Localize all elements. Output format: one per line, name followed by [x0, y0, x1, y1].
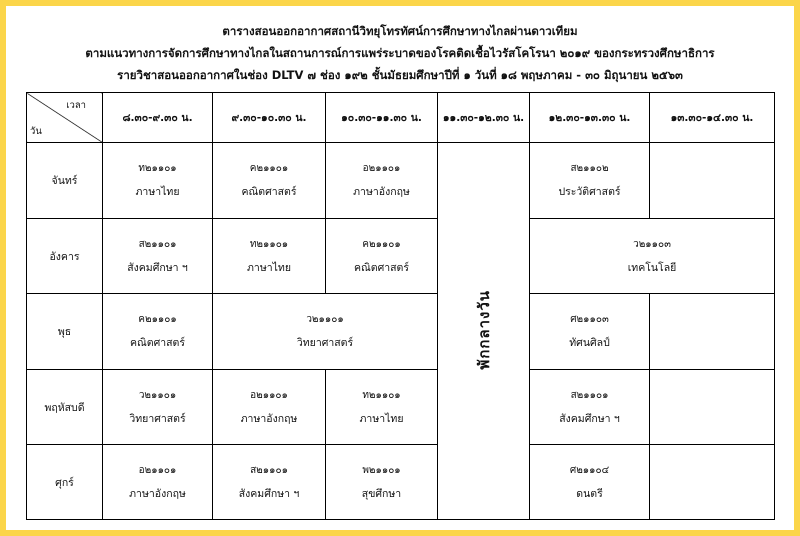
class-cell: [213, 294, 438, 370]
class-cell: [530, 143, 650, 219]
class-cell: [326, 445, 438, 520]
subject-code: อ๒๑๑๐๑: [250, 389, 288, 401]
class-cell: [213, 370, 326, 445]
empty-cell: [650, 143, 775, 219]
subject-name: สุขศึกษา: [361, 487, 402, 500]
subject-code: ส๒๑๑๐๒: [570, 163, 609, 174]
lunch-break-cell: [438, 143, 530, 520]
title-line-3: รายวิชาสอนออกอากาศในช่อง DLTV ๗ ช่อง ๑๙๒ ชั้นมัธยมศึกษาปีที่ ๑ วันที่ ๑๘ พฤษภาคม - ๓๐ มิถุนายน ๒๕๖๓: [117, 68, 683, 82]
subject-code: ส๒๑๑๐๑: [570, 389, 609, 401]
empty-cell: [650, 445, 775, 520]
day-row-tuesday: [27, 219, 775, 294]
subject-name: ภาษาอังกฤษ: [240, 412, 298, 425]
class-cell: [103, 143, 213, 219]
subject-code: ศ๒๑๑๐๔: [569, 464, 610, 476]
corner-cell: [27, 93, 103, 143]
empty-cell: [650, 370, 775, 445]
day-row-wednesday: [27, 294, 775, 370]
subject-name: ภาษาไทย: [359, 412, 404, 425]
subject-code: ค๒๑๑๐๑: [362, 238, 401, 250]
empty-cell: [650, 294, 775, 370]
subject-name: สังคมศึกษา ฯ: [559, 412, 620, 425]
subject-name: คณิตศาสตร์: [129, 337, 185, 349]
subject-name: วิทยาศาสตร์: [129, 412, 186, 425]
subject-name: ภาษาอังกฤษ: [129, 487, 186, 500]
time-slot-6: ๑๓.๓๐-๑๔.๓๐ น.: [650, 93, 775, 143]
class-cell: [213, 445, 326, 520]
subject-code: ท๒๑๑๐๑: [138, 163, 177, 174]
subject-name: เทคโนโลยี: [627, 261, 677, 274]
subject-code: ท๒๑๑๐๑: [362, 389, 401, 401]
subject-code: ส๒๑๑๐๑: [250, 464, 288, 476]
subject-name: ดนตรี: [576, 487, 603, 500]
subject-name: ทัศนศิลป์: [569, 337, 610, 349]
subject-name: คณิตศาสตร์: [241, 186, 297, 198]
day-row-thursday: [27, 370, 775, 445]
class-cell: [530, 445, 650, 520]
subject-code: อ๒๑๑๐๑: [362, 163, 401, 174]
time-slot-3: ๑๐.๓๐-๑๑.๓๐ น.: [326, 93, 438, 143]
subject-name: ภาษาอังกฤษ: [353, 186, 410, 198]
subject-code: ศ๒๑๑๐๓: [570, 314, 609, 325]
title-line-2: ตามแนวทางการจัดการศึกษาทางไกลในสถานการณ์การแพร่ระบาดของโรคติดเชื้อไวรัสโคโรนา ๒๐๑๙ ของกระทรวงศึกษาธิการ: [85, 46, 715, 60]
class-cell: [326, 370, 438, 445]
day-row-friday: [27, 445, 775, 520]
subject-code: ว๒๑๑๐๓: [633, 238, 671, 250]
class-cell: [530, 370, 650, 445]
corner-time-label: เวลา: [66, 100, 86, 111]
class-cell: [326, 219, 438, 294]
subject-name: สังคมศึกษา ฯ: [238, 487, 300, 500]
document-header: [6, 20, 794, 86]
subject-name: ภาษาไทย: [247, 261, 291, 274]
lunch-break-label: พักกลางวัน: [474, 289, 493, 370]
subject-name: ประวัติศาสตร์: [558, 186, 621, 198]
subject-name: ภาษาไทย: [135, 186, 180, 198]
day-label-monday: จันทร์: [27, 143, 103, 219]
class-cell: [103, 219, 213, 294]
subject-code: ท๒๑๑๐๑: [249, 238, 289, 250]
subject-name: วิทยาศาสตร์: [296, 337, 354, 349]
time-slot-2: ๙.๓๐-๑๐.๓๐ น.: [213, 93, 326, 143]
subject-code: ว๒๑๑๐๑: [138, 389, 177, 401]
day-label-wednesday: พุธ: [27, 294, 103, 370]
subject-code: ว๒๑๑๐๑: [306, 314, 344, 325]
subject-code: อ๒๑๑๐๑: [138, 464, 177, 476]
header-row: [27, 93, 775, 143]
subject-code: ส๒๑๑๐๑: [138, 238, 177, 250]
timetable: [26, 92, 775, 520]
corner-day-label: วัน: [30, 126, 42, 137]
day-row-monday: [27, 143, 775, 219]
class-cell: [213, 219, 326, 294]
time-slot-1: ๘.๓๐-๙.๓๐ น.: [103, 93, 213, 143]
subject-name: คณิตศาสตร์: [353, 261, 409, 274]
class-cell: [103, 294, 213, 370]
subject-code: ค๒๑๑๐๑: [138, 314, 177, 325]
class-cell: [326, 143, 438, 219]
day-label-friday: ศุกร์: [27, 445, 103, 520]
time-slot-5: ๑๒.๓๐-๑๓.๓๐ น.: [530, 93, 650, 143]
subject-code: พ๒๑๑๐๑: [362, 464, 401, 476]
title-line-1: ตารางสอนออกอากาศสถานีวิทยุโทรทัศน์การศึกษาทางไกลผ่านดาวเทียม: [222, 24, 578, 38]
class-cell: [530, 219, 775, 294]
class-cell: [530, 294, 650, 370]
class-cell: [103, 370, 213, 445]
class-cell: [213, 143, 326, 219]
subject-name: สังคมศึกษา ฯ: [127, 261, 188, 274]
subject-code: ค๒๑๑๐๑: [249, 163, 289, 174]
time-slot-4: ๑๑.๓๐-๑๒.๓๐ น.: [438, 93, 530, 143]
day-label-tuesday: อังคาร: [27, 219, 103, 294]
class-cell: [103, 445, 213, 520]
day-label-thursday: พฤหัสบดี: [27, 370, 103, 445]
